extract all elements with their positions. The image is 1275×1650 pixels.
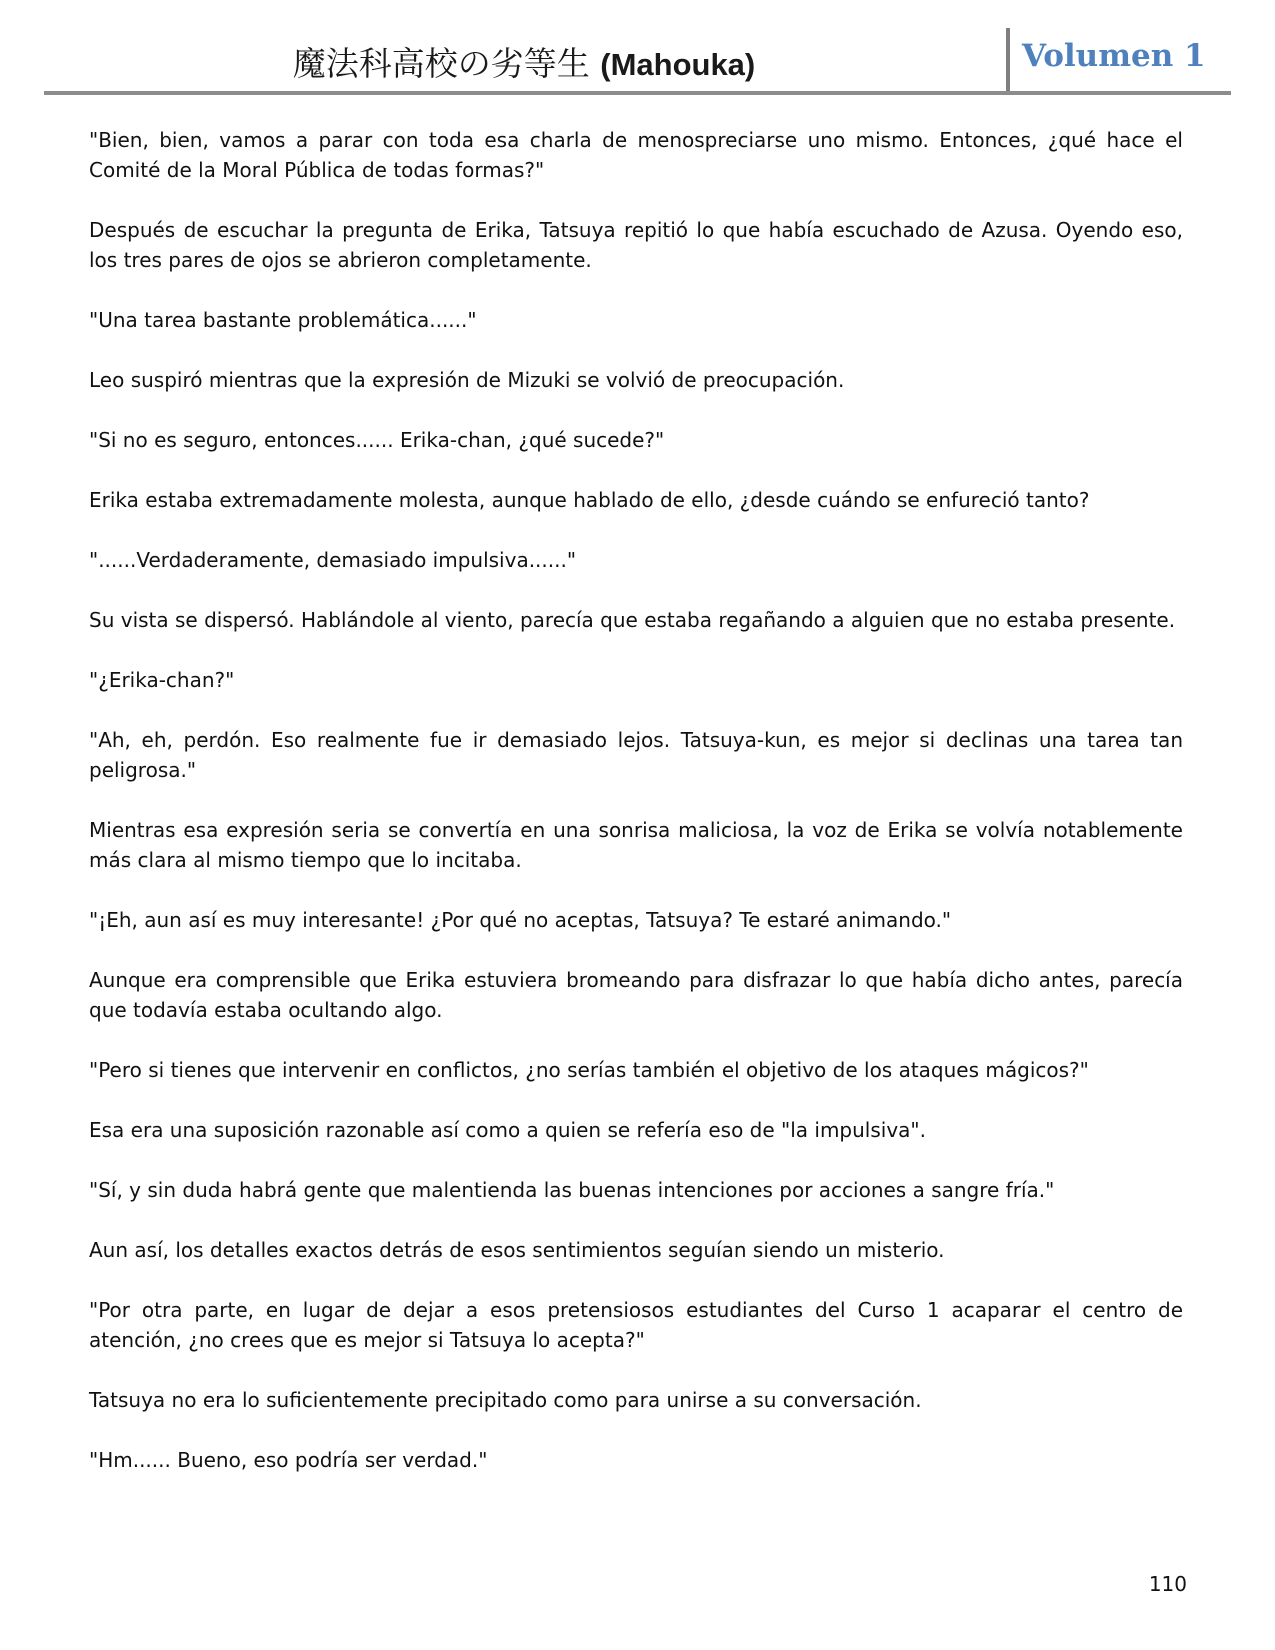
paragraph: "Bien, bien, vamos a parar con toda esa charla de menospreciarse uno mismo. Entonces, ¿qué hace el Comité de la Moral Pública de todas formas?" (89, 128, 1183, 182)
paragraph: "¡Eh, aun así es muy interesante! ¿Por qué no aceptas, Tatsuya? Te estaré animando." (89, 908, 952, 932)
paragraph: "¿Erika-chan?" (89, 668, 235, 692)
paragraph: Leo suspiró mientras que la expresión de Mizuki se volvió de preocupación. (89, 368, 845, 392)
book-title (44, 38, 1004, 85)
page-header (44, 26, 1231, 96)
paragraph: Después de escuchar la pregunta de Erika, Tatsuya repitió lo que había escuchado de Azusa. Oyendo eso, los tres pares de ojos se abrieron completamente. (89, 218, 1183, 272)
paragraph: Su vista se dispersó. Hablándole al viento, parecía que estaba regañando a alguien que no estaba presente. (89, 608, 1176, 632)
volume-label: Volumen 1 (1022, 38, 1206, 74)
paragraph: "Sí, y sin duda habrá gente que malentienda las buenas intenciones por acciones a sangre fría." (89, 1178, 1055, 1202)
paragraph: Mientras esa expresión seria se convertía en una sonrisa maliciosa, la voz de Erika se volvía notablemente más clara al mismo tiempo que lo incitaba. (89, 818, 1183, 872)
book-title-latin: (Mahouka) (600, 47, 756, 82)
header-rule (44, 91, 1231, 95)
page-number: 110 (1148, 1572, 1187, 1596)
book-title-japanese: 魔法科高校の劣等生 (292, 44, 590, 83)
paragraph: "Hm...... Bueno, eso podría ser verdad." (89, 1448, 488, 1472)
page-body (89, 125, 1183, 1505)
header-vertical-divider (1006, 28, 1010, 92)
paragraph: "Si no es seguro, entonces...... Erika-chan, ¿qué sucede?" (89, 428, 665, 452)
paragraph: "......Verdaderamente, demasiado impulsiva......" (89, 548, 577, 572)
paragraph: Aunque era comprensible que Erika estuviera bromeando para disfrazar lo que había dicho antes, parecía que todavía estaba ocultando algo. (89, 968, 1183, 1022)
paragraph: Esa era una suposición razonable así como a quien se refería eso de "la impulsiva". (89, 1118, 926, 1142)
paragraph: "Pero si tienes que intervenir en conflictos, ¿no serías también el objetivo de los ataques mágicos?" (89, 1058, 1089, 1082)
paragraph: Tatsuya no era lo suficientemente precipitado como para unirse a su conversación. (89, 1388, 922, 1412)
paragraph: Erika estaba extremadamente molesta, aunque hablado de ello, ¿desde cuándo se enfureció tanto? (89, 488, 1090, 512)
paragraph: "Por otra parte, en lugar de dejar a esos pretensiosos estudiantes del Curso 1 acaparar el centro de atención, ¿no crees que es mejor si Tatsuya lo acepta?" (89, 1298, 1183, 1352)
paragraph: "Una tarea bastante problemática......" (89, 308, 477, 332)
paragraph: "Ah, eh, perdón. Eso realmente fue ir demasiado lejos. Tatsuya-kun, es mejor si declinas una tarea tan peligrosa." (89, 728, 1183, 782)
paragraph: Aun así, los detalles exactos detrás de esos sentimientos seguían siendo un misterio. (89, 1238, 945, 1262)
